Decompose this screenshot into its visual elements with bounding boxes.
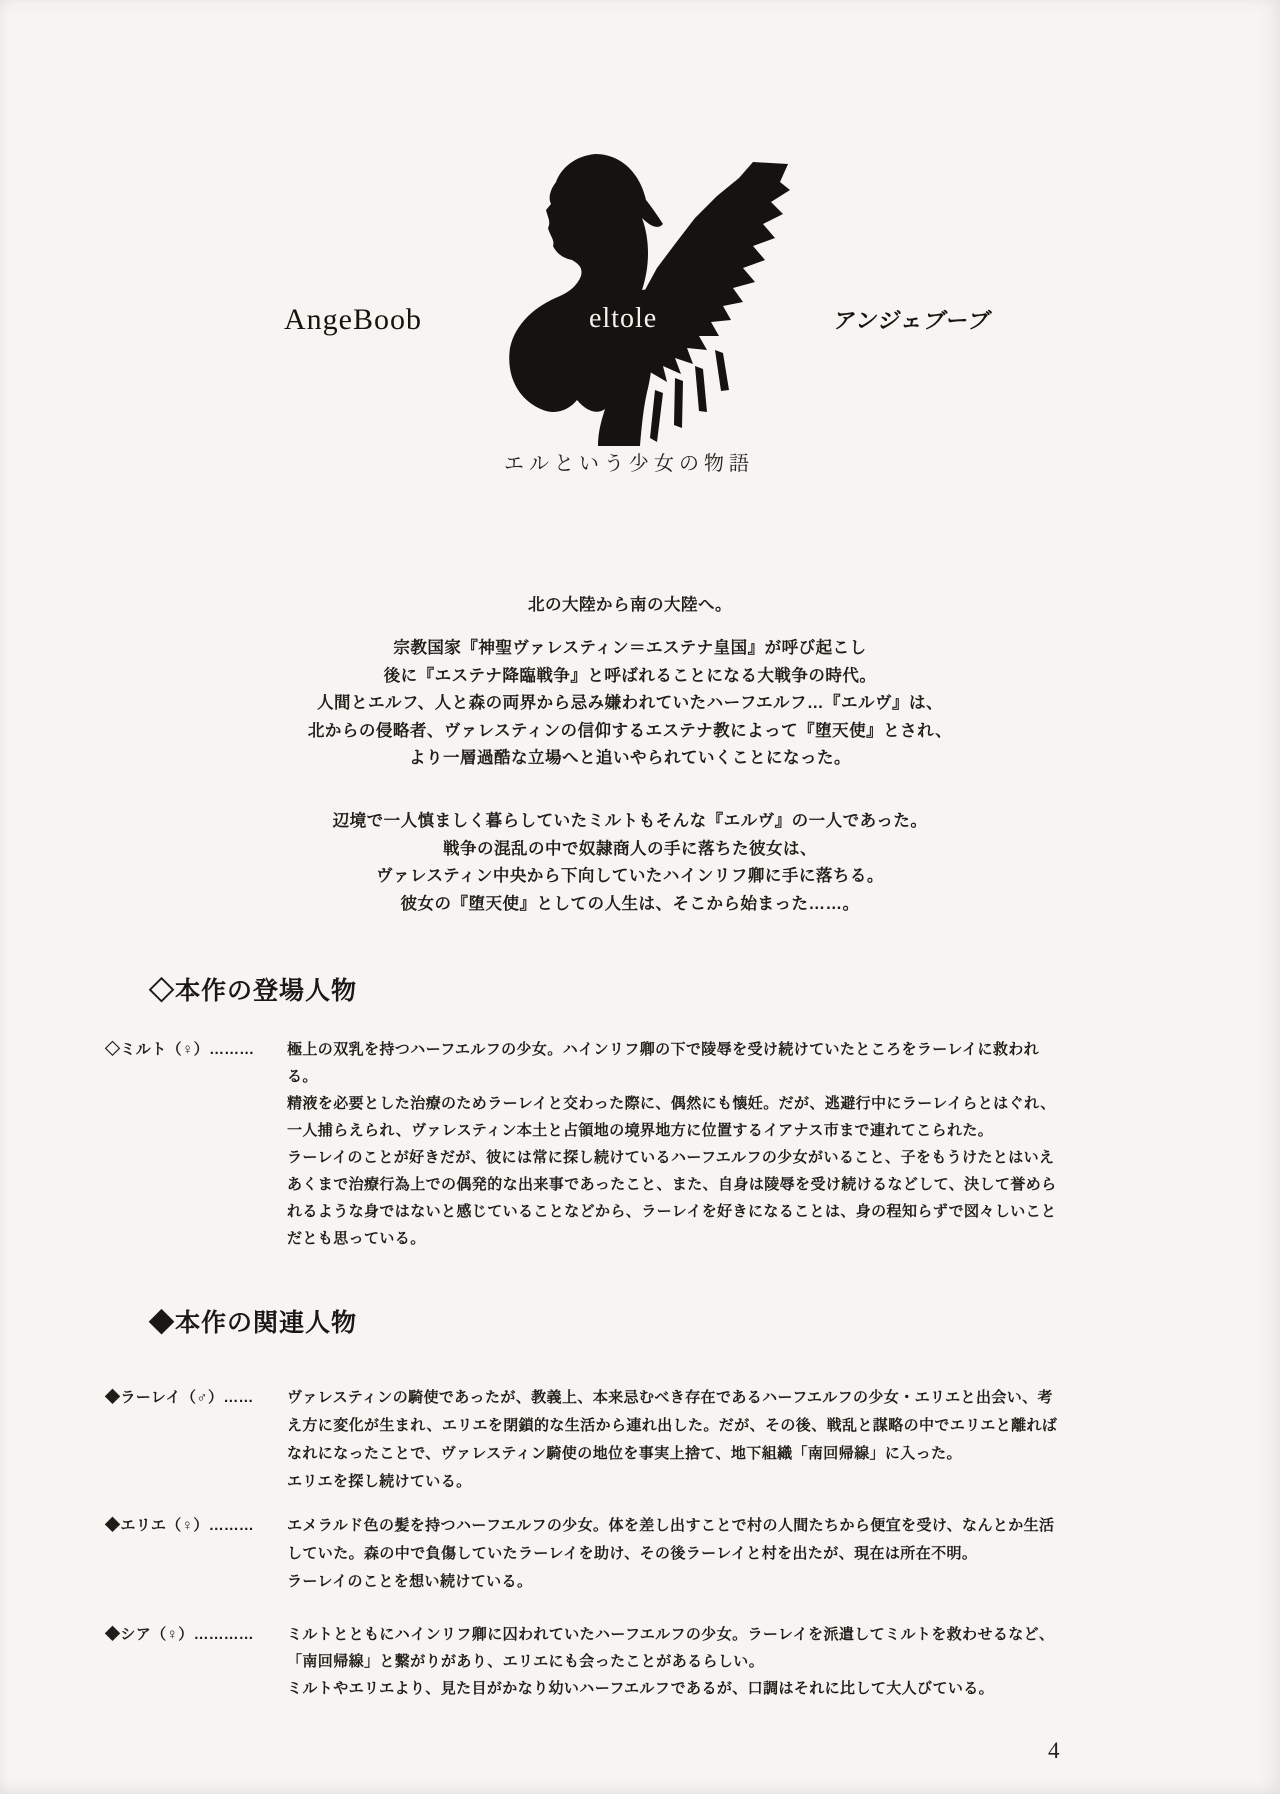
prologue-paragraph-2: 宗教国家『神聖ヴァレスティン＝エステナ皇国』が呼び起こし 後に『エステナ降臨戦争』と呼ばれることになる大戦争の時代。 人間とエルフ、人と森の両界から忌み嫌われていたハーフエルフ…『エルヴ』は、 北からの侵略者、ヴァレスティンの信仰するエステナ教によって『堕天使』とされ、 より一層過酷な立場へと追いやられていくことになった。 [307,639,953,767]
character-name: ◆ラーレイ（♂） [105,1389,224,1406]
prologue-paragraph-1: 北の大陸から南の大陸へ。 [528,596,732,614]
character-entry-rarei [105,1384,1065,1496]
character-description: 極上の双乳を持つハーフエルフの少女。ハインリフ卿の下で陵辱を受け続けていたところをラーレイに救われる。 精液を必要とした治療のためラーレイと交わった際に、偶然にも懐妊。だが、逃避行中にラーレイらとはぐれ、 一人捕らえられ、ヴァレスティン本土と占領地の境界地方に位置するイアナス市まで連れてこられた。 ラーレイのことが好きだが、彼には常に探し続けているハーフエルフの少女がいること、子をもうけたとはいえ あくまで治療行為上での偶発的な出来事であったこと、また、自身は陵辱を受け続けるなどして、決して誉めら れるような身ではないと感じていることなどから、ラーレイを好きになることは、身の程知らずで図々しいこと だとも思っている。 [287,1041,1057,1247]
silhouette-graphic [495,150,795,446]
page-number: 4 [1048,1738,1060,1763]
character-entry-shia [105,1621,1065,1702]
character-name-label [105,1384,253,1412]
character-description: ミルトとともにハインリフ卿に囚われていたハーフエルフの少女。ラーレイを派遣してミルトを救わせるなど、 「南回帰線」と繋がりがあり、エリエにも会ったことがあるらしい。 ミルトやエリエより、見た目がかなり幼いハーフエルフであるが、口調はそれに比して大人びている。 [287,1626,1055,1697]
winged-girl-silhouette-icon [495,150,795,446]
character-name: ◆エリエ（♀） [105,1517,209,1534]
leader-dots: ……… [209,1041,255,1058]
character-name-label [105,1621,254,1648]
leader-dots: …… [223,1389,254,1406]
character-description: ヴァレスティンの騎使であったが、教義上、本来忌むべき存在であるハーフエルフの少女・エリエと出会い、考 え方に変化が生まれ、エリエを閉鎖的な生活から連れ出した。だが、その後、戦乱と謀略の中でエリエと離れば なれになったことで、ヴァレスティン騎使の地位を事実上捨て、地下組織「南回帰線」に入った。 エリエを探し続けている。 [287,1389,1058,1490]
leader-dots: ……… [208,1517,254,1534]
character-name-label [105,1512,254,1540]
character-name: ◇ミルト（♀） [105,1041,210,1058]
series-subtitle: エルという少女の物語 [504,453,754,475]
character-name-label [105,1036,254,1063]
katakana-title: アンジェブーブ [831,308,994,333]
character-entry-erie [105,1512,1065,1596]
section-heading-cast: ◇本作の登場人物 [149,977,358,1005]
character-name: ◆シア（♀） [105,1626,194,1643]
overlay-title: eltole [589,303,658,334]
section-heading-related: ◆本作の関連人物 [149,1309,358,1337]
prologue-paragraph-3: 辺境で一人慎ましく暮らしていたミルトもそんな『エルヴ』の一人であった。 戦争の混乱の中で奴隷商人の手に落ちた彼女は、 ヴァレスティン中央から下向していたハインリフ卿に手に落ちる。 彼女の『堕天使』としての人生は、そこから始まった……。 [332,812,928,913]
latin-title: AngeBoob [284,303,422,336]
character-description: エメラルド色の髪を持つハーフエルフの少女。体を差し出すことで村の人間たちから便宜を受け、なんとか生活 していた。森の中で負傷していたラーレイを助け、その後ラーレイと村を出たが、現在は所在不明。 ラーレイのことを想い続けている。 [287,1517,1055,1590]
leader-dots: ………… [193,1626,254,1643]
character-entry-miruto [105,1036,1065,1252]
